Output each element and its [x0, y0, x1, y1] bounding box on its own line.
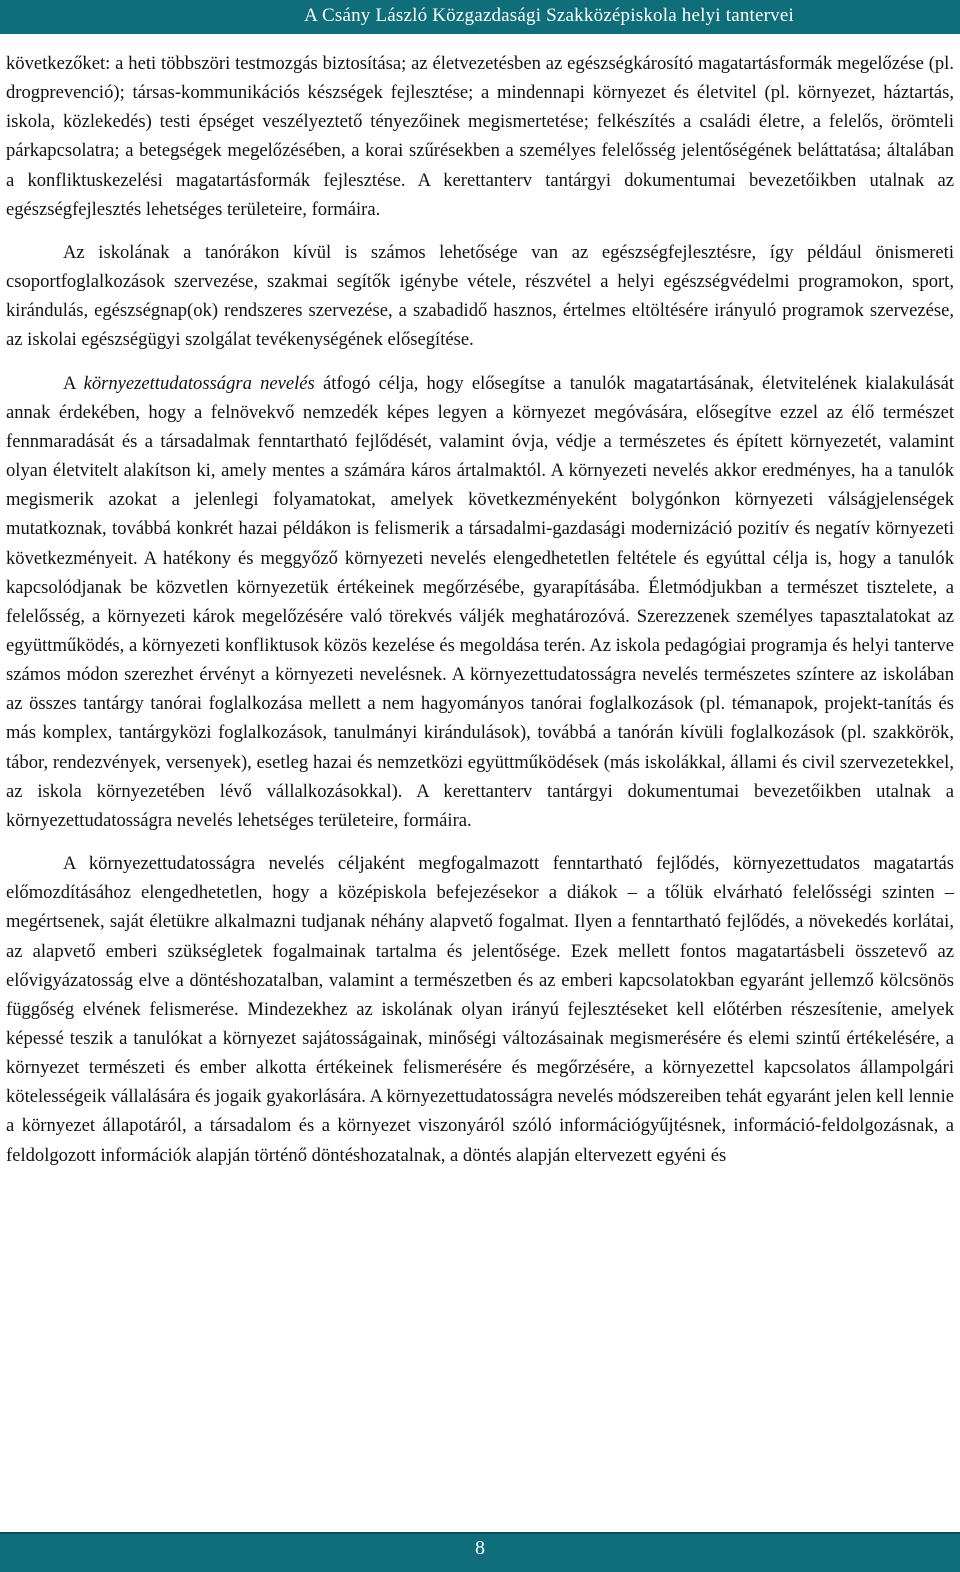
page-number: 8	[475, 1537, 485, 1559]
header-title: A Csány László Közgazdasági Szakközépiskola helyi tantervei	[304, 5, 794, 26]
paragraph-text: átfogó célja, hogy elősegítse a tanulók magatartásának, életvitelének kialakulását annak érdekében, hogy a felnövekvő nemzedék képes legyen a környezet megóvására, elősegítve ezzel az élő természet fennmaradását és a társadalmak fenntartható fejlődését, valamint óvja, védje a természetes és épített környezetét, valamint olyan életvitelt alakítson ki, amely mentes a számára káros ártalmaktól. A környezeti nevelés akkor eredményes, ha a tanulók megismerik azokat a jelenlegi folyamatokat, amelyek következményeként bolygónkon környezeti válságjelenségek mutatkoznak, továbbá konkrét hazai példákon is felismerik a társadalmi-gazdasági modernizáció pozitív és negatív környezeti következményeit. A hatékony és meggyőző környezeti nevelés elengedhetetlen feltétele és egyúttal célja is, hogy a tanulók kapcsolódjanak be közvetlen környezetük értékeinek megőrzésébe, gyarapításába. Életmódjukban a természet tisztelete, a felelősség, a környezeti károk megelőzésére való törekvés váljék meghatározóvá. Szerezzenek személyes tapasztalatokat az együttműködés, a környezeti konfliktusok közös kezelése és megoldása terén. Az iskola pedagógiai programja és helyi tanterve számos módon szerezhet érvényt a környezeti nevelésnek. A környezettudatosságra nevelés természetes színtere az iskolában az összes tantárgy tanórai foglalkozása mellett a nem hagyományos tanórai foglalkozások (pl. témanapok, projekt-tanítás és más komplex, tantárgyközi foglalkozások, tanulmányi kirándulások), továbbá a tanórán kívüli foglalkozások (pl. szakkörök, tábor, rendezvények, versenyek), esetleg hazai és nemzetközi együttműködések (más iskolákkal, állami és civil szervezetekkel, az iskola környezetében lévő vállalkozásokkal). A kerettanterv tantárgyi dokumentumai bevezetőikben utalnak a környezettudatosságra nevelés lehetséges területeire, formáira.	[6, 372, 954, 831]
paragraph-sustainability-goals: A környezettudatosságra nevelés céljaként megfogalmazott fenntartható fejlődés, környezettudatos magatartás előmozdításához elengedhetetlen, hogy a középiskola befejezésekor a diákok – a tőlük elvárható felelősségi szinten – megértsenek, saját életükre alkalmazni tudjanak néhány alapvető fogalmat. Ilyen a fenntartható fejlődés, a növekedés korlátai, az alapvető emberi szükségletek fogalmainak tartalma és jelentősége. Ezek mellett fontos magatartásbeli összetevő az elővigyázatosság elve a döntéshozatalban, valamint a természetben és az emberi kapcsolatokban egyaránt jellemző kölcsönös függőség elvének felismerése. Mindezekhez az iskolának olyan irányú fejlesztéseket kell előtérben részesítenie, amelyek képessé teszik a tanulókat a környezet sajátosságainak, minőségi változásainak megismerésére és elemi szintű értékelésére, a környezet természeti és ember alkotta értékeinek felismerésére és megőrzésére, a környezettel kapcsolatos állampolgári kötelességeik vállalására és jogaik gyakorlására. A környezettudatosságra nevelés módszereiben tehát egyaránt jelen kell lennie a környezet állapotáról, a társadalom és a környezet viszonyáról szóló információgyűjtésnek, információ-feldolgozásnak, a feldolgozott információk alapján történő döntéshozatalnak, a döntés alapján eltervezett egyéni és	[6, 853, 954, 1166]
emphasized-term: környezettudatosságra nevelés	[83, 372, 315, 394]
paragraph-environmental-education	[6, 369, 954, 836]
paragraph-lead-word: A	[63, 372, 76, 394]
footer-divider	[0, 1532, 960, 1534]
page-body	[6, 49, 954, 1170]
page-header-band	[0, 0, 960, 34]
paragraph-extracurricular-health: Az iskolának a tanórákon kívül is számos lehetősége van az egészségfejlesztésre, így például önismereti csoportfoglalkozások szervezése, szakmai segítők igénybe vétele, részvétel a helyi egészségvédelmi programokon, sport, kirándulás, egészségnap(ok) rendszeres szervezése, a szabadidő hasznos, értelmes eltöltésére irányuló programok szervezése, az iskolai egészségügyi szolgálat tevékenységének elősegítése.	[6, 241, 954, 351]
header-divider	[0, 34, 960, 36]
paragraph-continued: következőket: a heti többszöri testmozgás biztosítása; az életvezetésben az egészségkárosító magatartásformák megelőzése (pl. drogprevenció); társas-kommunikációs készségek fejlesztése; a mindennapi környezet és életvitel (pl. környezet, háztartás, iskola, közlekedés) testi épséget veszélyeztető tényezőinek megismertetése; felkészítés a családi életre, a felelős, örömteli párkapcsolatra; a betegségek megelőzésében, a korai szűrésekben a személyes felelősség jelentőségének beláttatása; általában a konfliktuskezelési magatartásformák fejlesztése. A kerettanterv tantárgyi dokumentumai bevezetőikben utalnak az egészségfejlesztés lehetséges területeire, formáira.	[6, 53, 954, 220]
